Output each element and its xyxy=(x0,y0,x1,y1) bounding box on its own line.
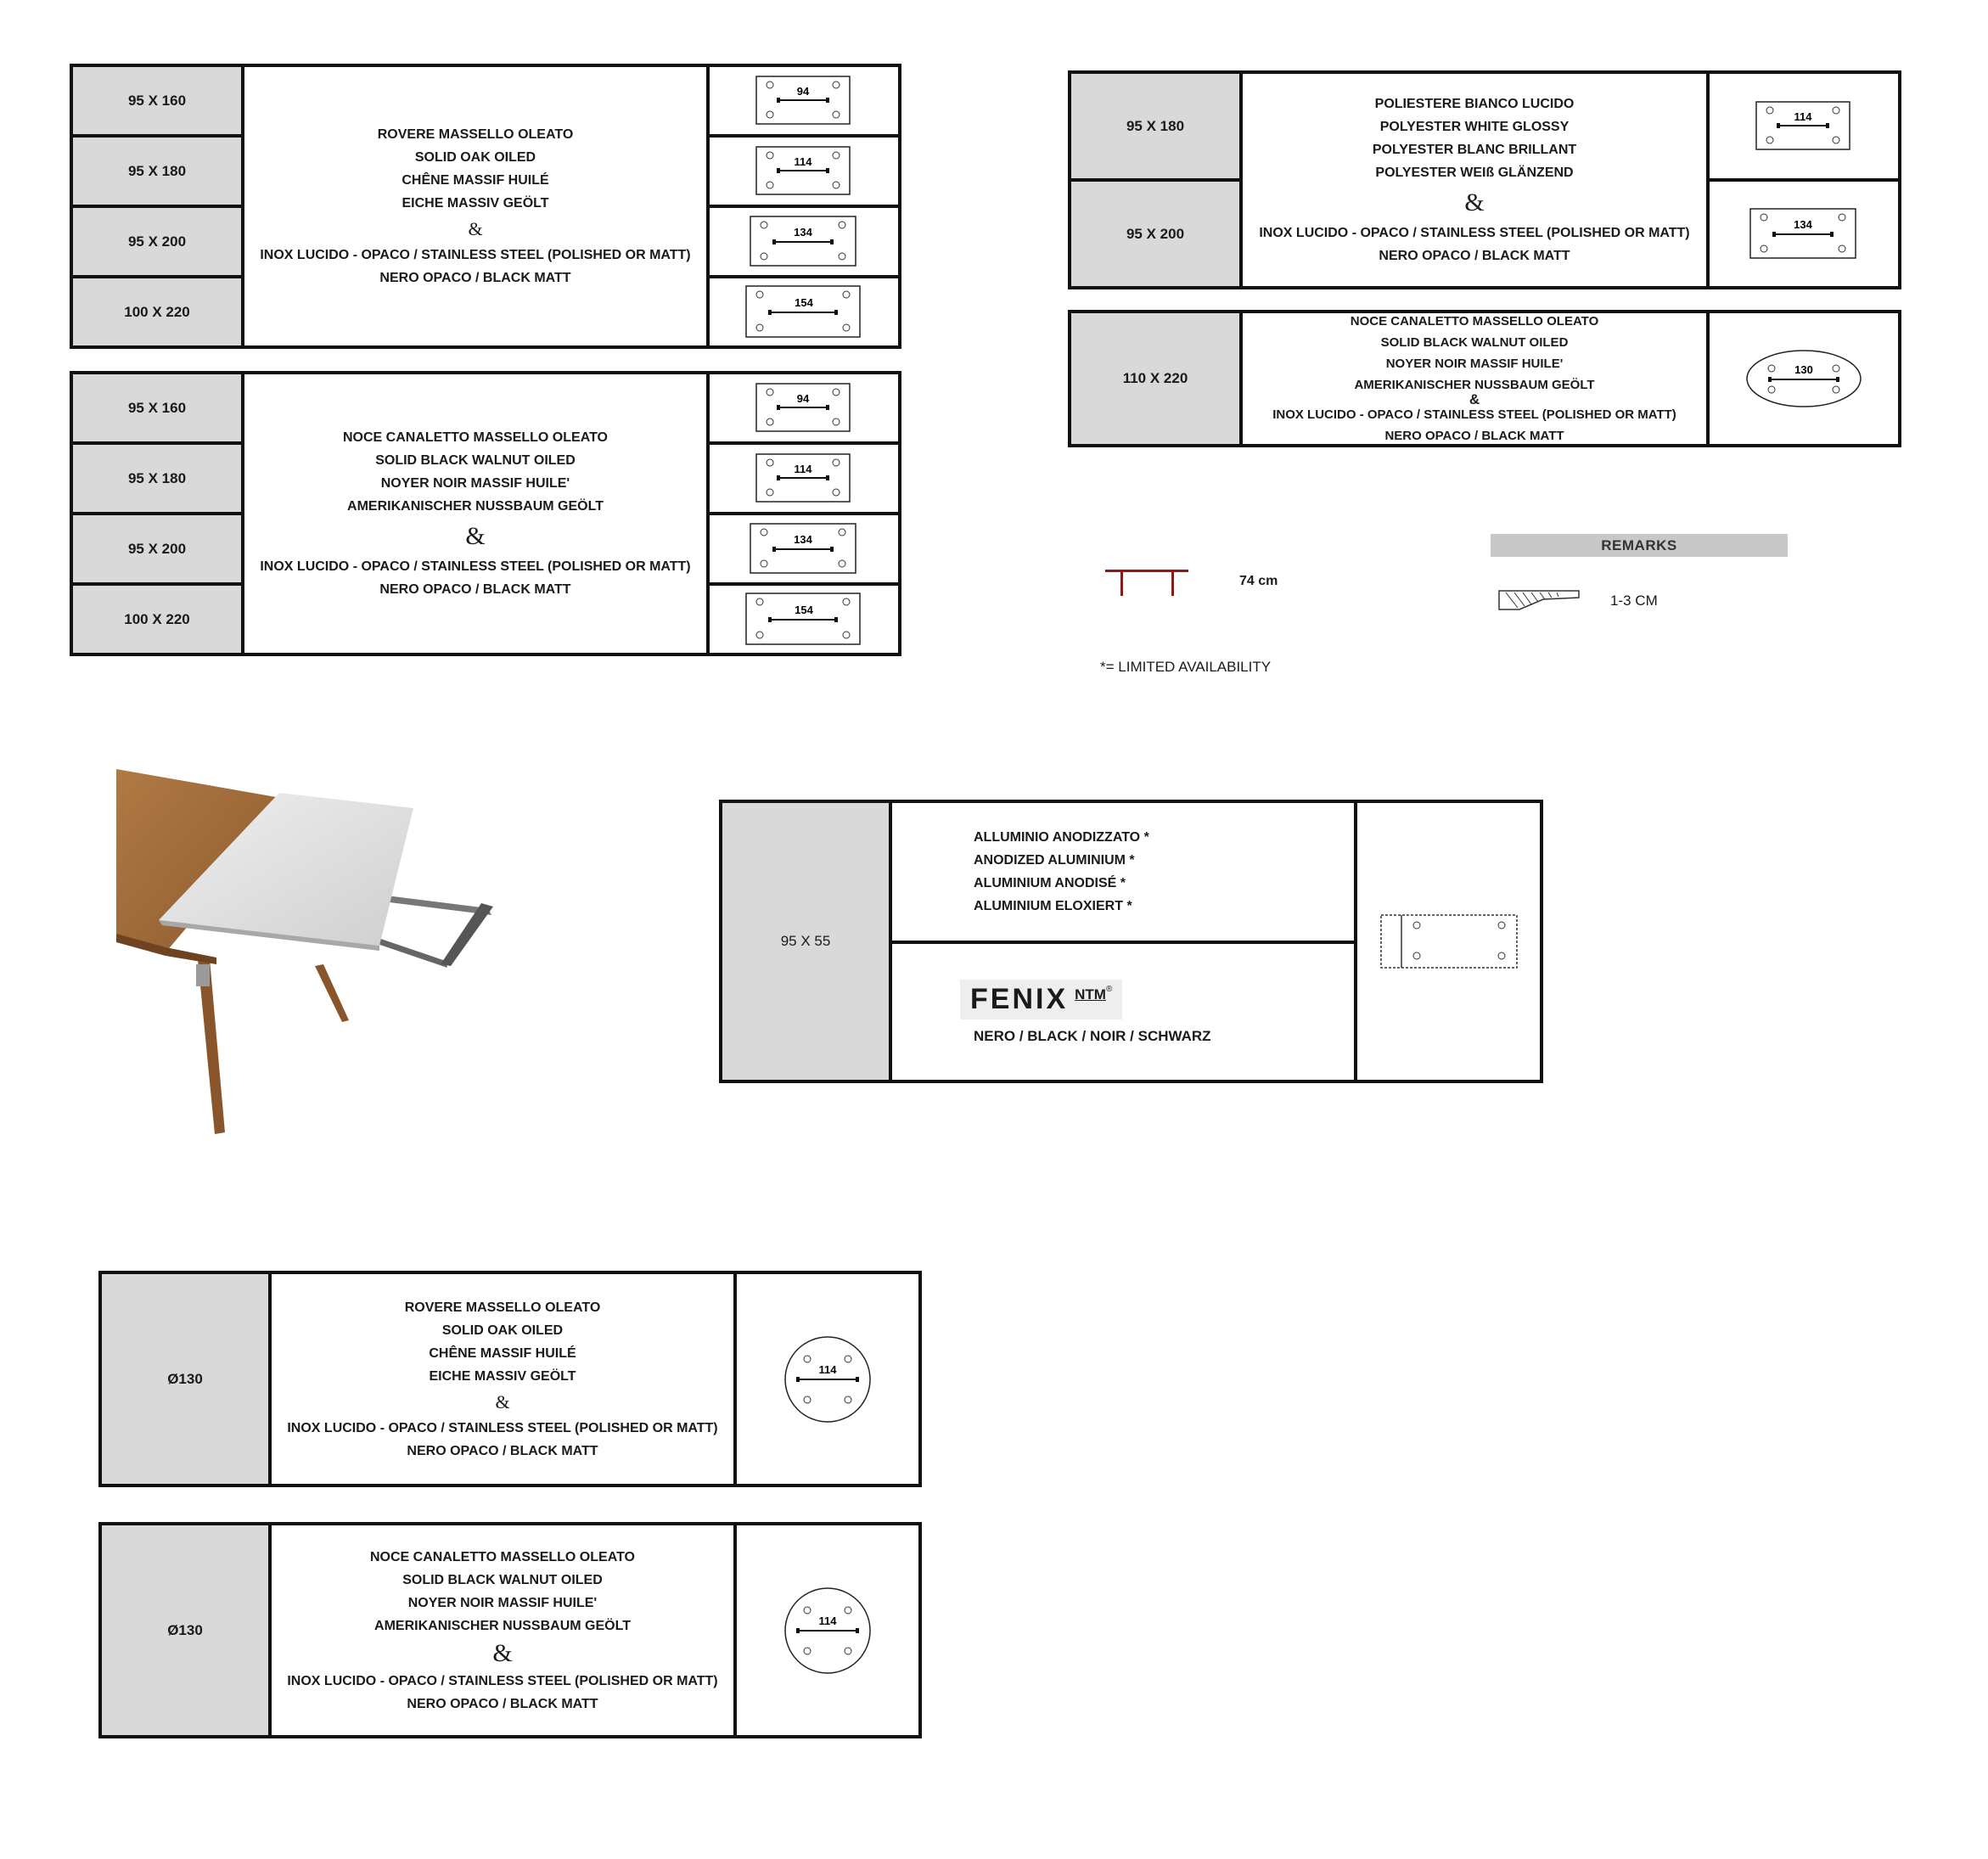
dim-label: 154 xyxy=(795,295,813,309)
material-line: NOCE CANALETTO MASSELLO OLEATO xyxy=(1350,314,1599,329)
material-line: POLIESTERE BIANCO LUCIDO xyxy=(1374,97,1575,111)
material-line: SOLID BLACK WALNUT OILED xyxy=(1380,335,1569,350)
diagram-cell xyxy=(1710,182,1898,286)
round-leg-diagram xyxy=(783,1586,873,1676)
finish-line: ALUMINIUM ELOXIERT * xyxy=(974,899,1132,913)
size-column xyxy=(722,803,892,1080)
material-line: ROVERE MASSELLO OLEATO xyxy=(377,127,574,142)
walnut-oval-table-block xyxy=(1068,310,1901,447)
walnut-rect-table-block xyxy=(70,371,901,656)
material-description xyxy=(244,374,710,653)
material-line: EICHE MASSIV GEÖLT xyxy=(402,196,549,211)
remarks-value: 1-3 CM xyxy=(1610,593,1658,609)
leg-spacing-diagram xyxy=(749,215,859,269)
ampersand: & xyxy=(468,218,483,239)
height-icon xyxy=(1104,567,1192,598)
leg-spacing-diagram xyxy=(755,452,853,505)
base-line: NERO OPACO / BLACK MATT xyxy=(379,271,571,285)
diagram-cell xyxy=(1710,74,1898,182)
diagram-column xyxy=(1710,313,1898,444)
size-cell: 95 X 180 xyxy=(73,138,241,208)
size-cell: 95 X 180 xyxy=(73,445,241,515)
material-line: POLYESTER BLANC BRILLANT xyxy=(1372,143,1577,157)
base-line: INOX LUCIDO - OPACO / STAINLESS STEEL (POLISHED OR MATT) xyxy=(1259,226,1690,240)
ampersand: & xyxy=(1469,391,1480,407)
fenix-logo xyxy=(960,980,1122,1019)
material-line: NOCE CANALETTO MASSELLO OLEATO xyxy=(342,430,608,445)
leg-spacing-diagram xyxy=(744,592,863,648)
dim-label: 114 xyxy=(1794,110,1812,123)
material-line: EICHE MASSIV GEÖLT xyxy=(429,1368,576,1384)
fenix-finish xyxy=(892,944,1354,1080)
leg-spacing-diagram xyxy=(744,284,863,340)
diagram-cell xyxy=(710,138,898,208)
oval-leg-diagram xyxy=(1744,348,1863,409)
material-line: SOLID OAK OILED xyxy=(414,150,536,165)
size-cell: Ø130 xyxy=(102,1274,268,1484)
dim-label: 114 xyxy=(818,1362,837,1376)
size-column xyxy=(1071,313,1243,444)
round-leg-diagram xyxy=(783,1334,873,1424)
base-line: NERO OPACO / BLACK MATT xyxy=(1384,429,1564,443)
size-cell: 95 X 55 xyxy=(722,803,889,1080)
dim-label: 130 xyxy=(1794,363,1813,376)
material-line: NOCE CANALETTO MASSELLO OLEATO xyxy=(369,1549,635,1564)
material-line: AMERIKANISCHER NUSSBAUM GEÖLT xyxy=(374,1618,631,1633)
material-line: POLYESTER WHITE GLOSSY xyxy=(1379,120,1570,134)
material-line: POLYESTER WEIß GLÄNZEND xyxy=(1375,166,1574,180)
size-column xyxy=(73,374,244,653)
bench-leg-diagram xyxy=(1379,913,1519,969)
size-cell: 95 X 200 xyxy=(73,208,241,278)
diagram-cell xyxy=(710,445,898,515)
diagram-cell xyxy=(1357,803,1540,1080)
polyester-table-block xyxy=(1068,70,1901,289)
ampersand: & xyxy=(495,1390,510,1413)
fenix-mark: NTM xyxy=(1075,986,1106,1003)
material-line: NOYER NOIR MASSIF HUILE' xyxy=(380,476,570,491)
size-column xyxy=(102,1525,272,1735)
material-line: SOLID BLACK WALNUT OILED xyxy=(402,1572,603,1587)
diagram-column xyxy=(710,67,898,345)
round-oak-table-block xyxy=(98,1271,922,1487)
material-description xyxy=(1243,74,1710,286)
dim-label: 114 xyxy=(794,462,812,475)
leg-spacing-diagram xyxy=(749,522,859,576)
oak-rect-table-block xyxy=(70,64,901,349)
diagram-cell xyxy=(710,208,898,278)
base-line: NERO OPACO / BLACK MATT xyxy=(379,582,571,597)
material-line: AMERIKANISCHER NUSSBAUM GEÖLT xyxy=(1354,378,1595,392)
round-walnut-table-block xyxy=(98,1522,922,1738)
dim-label: 114 xyxy=(818,1614,837,1627)
material-line: AMERIKANISCHER NUSSBAUM GEÖLT xyxy=(347,499,604,514)
remarks-header: REMARKS xyxy=(1491,534,1788,557)
base-line: INOX LUCIDO - OPACO / STAINLESS STEEL (POLISHED OR MATT) xyxy=(260,559,691,574)
diagram-cell xyxy=(737,1525,918,1735)
ampersand: & xyxy=(492,1638,513,1667)
fenix-brand: FENIX xyxy=(970,982,1069,1015)
leg-spacing-diagram xyxy=(755,382,853,435)
leg-spacing-diagram xyxy=(1749,207,1859,261)
ampersand: & xyxy=(465,522,486,550)
material-description xyxy=(244,67,710,345)
finish-column xyxy=(892,803,1357,1080)
material-line: CHÊNE MASSIF HUILÉ xyxy=(429,1345,576,1361)
diagram-cell xyxy=(710,515,898,586)
diagram-cell xyxy=(710,67,898,138)
size-column xyxy=(102,1274,272,1484)
size-cell: 95 X 160 xyxy=(73,67,241,138)
leg-spacing-diagram xyxy=(1755,100,1853,153)
leg-spacing-diagram xyxy=(755,145,853,198)
base-line: NERO OPACO / BLACK MATT xyxy=(1379,249,1570,263)
ampersand: & xyxy=(1464,188,1485,216)
size-cell: 100 X 220 xyxy=(73,278,241,345)
finish-line: ANODIZED ALUMINIUM * xyxy=(974,853,1135,868)
dim-label: 134 xyxy=(794,225,812,239)
extending-table-illustration xyxy=(115,764,505,1154)
fenix-reg: ® xyxy=(1105,984,1113,994)
base-line: NERO OPACO / BLACK MATT xyxy=(407,1443,598,1458)
base-line: INOX LUCIDO - OPACO / STAINLESS STEEL (POLISHED OR MATT) xyxy=(287,1420,718,1435)
material-line: NOYER NOIR MASSIF HUILE' xyxy=(407,1595,598,1610)
fenix-colors: NERO / BLACK / NOIR / SCHWARZ xyxy=(974,1027,1211,1044)
dim-label: 94 xyxy=(796,84,810,98)
finish-line: ALLUMINIO ANODIZZATO * xyxy=(974,830,1149,845)
height-label: 74 cm xyxy=(1239,574,1278,588)
dim-label: 134 xyxy=(794,532,812,546)
size-column xyxy=(1071,74,1243,286)
size-cell: 110 X 220 xyxy=(1071,313,1239,444)
material-line: SOLID OAK OILED xyxy=(441,1323,564,1338)
edge-profile-icon xyxy=(1497,589,1582,613)
base-line: INOX LUCIDO - OPACO / STAINLESS STEEL (POLISHED OR MATT) xyxy=(1272,407,1676,422)
finish-line: ALUMINIUM ANODISÉ * xyxy=(974,876,1126,890)
size-column xyxy=(73,67,244,345)
availability-note: *= LIMITED AVAILABILITY xyxy=(1100,659,1272,675)
base-line: INOX LUCIDO - OPACO / STAINLESS STEEL (POLISHED OR MATT) xyxy=(287,1673,718,1688)
bench-table-block xyxy=(719,800,1543,1083)
leg-spacing-diagram xyxy=(755,75,853,127)
material-line: ROVERE MASSELLO OLEATO xyxy=(404,1300,601,1315)
size-cell: 95 X 160 xyxy=(73,374,241,445)
material-line: SOLID BLACK WALNUT OILED xyxy=(375,453,576,468)
dim-label: 94 xyxy=(796,391,810,405)
diagram-cell xyxy=(710,278,898,345)
material-description xyxy=(272,1525,737,1735)
dim-label: 134 xyxy=(1794,217,1812,231)
material-line: NOYER NOIR MASSIF HUILE' xyxy=(1385,357,1564,371)
size-cell: 95 X 200 xyxy=(1071,182,1239,286)
material-line: CHÊNE MASSIF HUILÉ xyxy=(402,173,549,188)
diagram-cell xyxy=(737,1274,918,1484)
diagram-column xyxy=(710,374,898,653)
diagram-cell xyxy=(1710,313,1898,444)
base-line: NERO OPACO / BLACK MATT xyxy=(407,1696,598,1711)
diagram-cell xyxy=(710,374,898,445)
material-description xyxy=(1243,313,1710,444)
size-cell: 95 X 200 xyxy=(73,515,241,586)
size-cell: 95 X 180 xyxy=(1071,74,1239,182)
diagram-column xyxy=(1710,74,1898,286)
size-cell: Ø130 xyxy=(102,1525,268,1735)
diagram-cell xyxy=(710,586,898,653)
size-cell: 100 X 220 xyxy=(73,586,241,653)
dim-label: 154 xyxy=(795,603,813,616)
material-description xyxy=(272,1274,737,1484)
dim-label: 114 xyxy=(794,154,812,168)
aluminium-finish xyxy=(892,803,1354,944)
base-line: INOX LUCIDO - OPACO / STAINLESS STEEL (POLISHED OR MATT) xyxy=(260,248,691,262)
